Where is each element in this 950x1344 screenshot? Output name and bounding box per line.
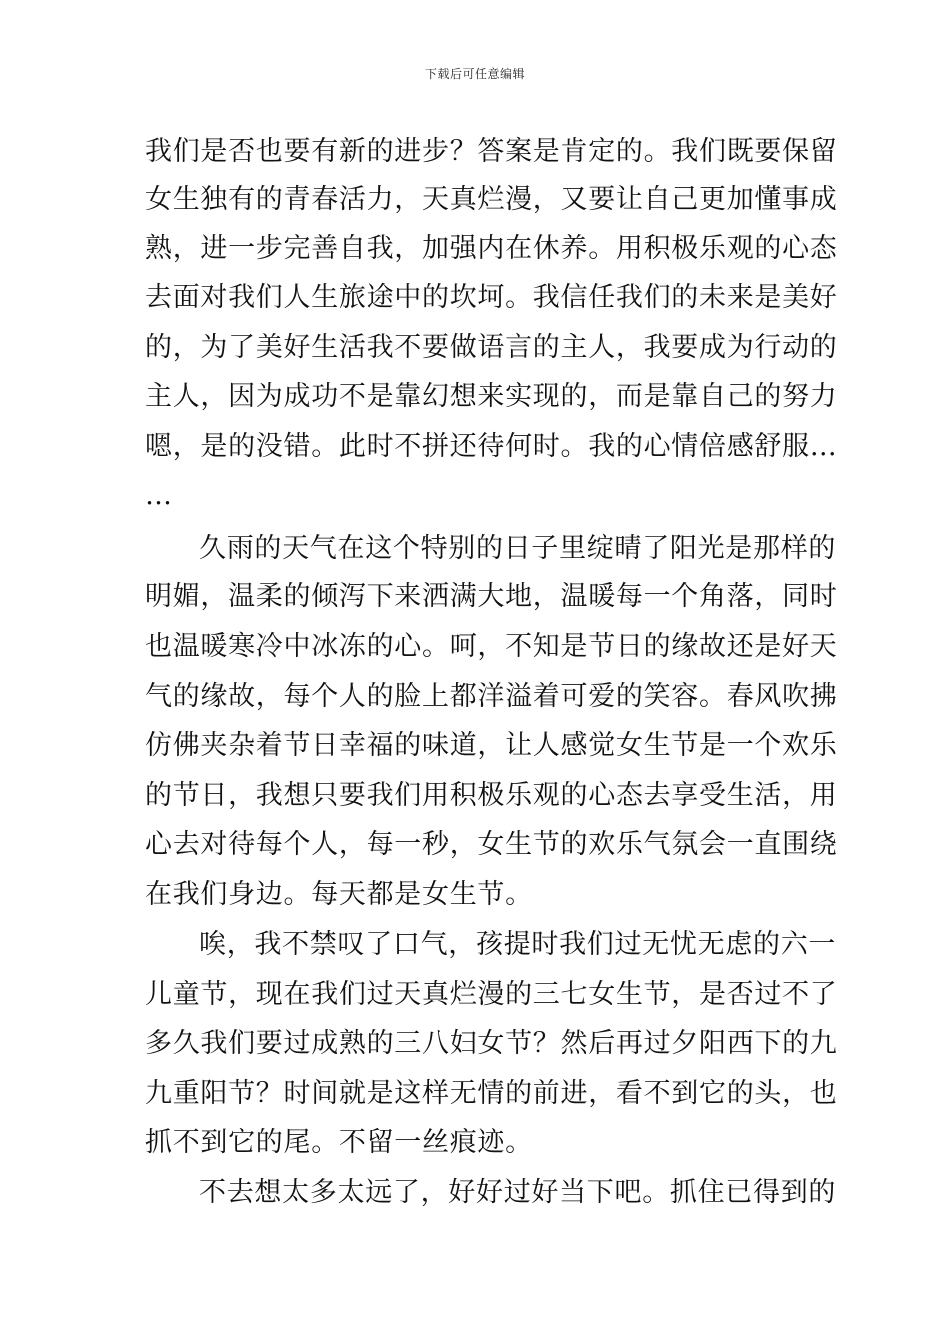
text-line: 我们是否也要有新的进步？答案是肯定的。我们既要保留 bbox=[145, 136, 838, 167]
text-line: 抓不到它的尾。不留一丝痕迹。 bbox=[145, 1127, 533, 1158]
text-line: 心去对待每个人，每一秒，女生节的欢乐气氛会一直围绕 bbox=[145, 829, 838, 860]
text-line: 唉，我不禁叹了口气，孩提时我们过无忧无虑的六一 bbox=[199, 929, 837, 960]
text-line: 嗯，是的没错。此时不拼还待何时。我的心情倍感舒服… bbox=[145, 431, 838, 462]
text-line: 不去想太多太远了，好好过好当下吧。抓住已得到的 bbox=[199, 1177, 837, 1208]
page-header: 下载后可任意编辑 bbox=[424, 67, 525, 81]
text-line: 明媚，温柔的倾泻下来洒满大地，温暖每一个角落，同时 bbox=[145, 581, 838, 612]
text-line: 多久我们要过成熟的三八妇女节？然后再过夕阳西下的九 bbox=[145, 1028, 838, 1059]
text-line: 主人，因为成功不是靠幻想来实现的，而是靠自己的努力 bbox=[145, 381, 838, 412]
text-line: 在我们身边。每天都是女生节。 bbox=[145, 879, 533, 910]
text-line: 气的缘故，每个人的脸上都洋溢着可爱的笑容。春风吹拂 bbox=[145, 681, 838, 712]
text-line: 熟，进一步完善自我，加强内在休养。用积极乐观的心态 bbox=[145, 233, 838, 264]
text-line: 儿童节，现在我们过天真烂漫的三七女生节，是否过不了 bbox=[145, 979, 838, 1010]
text-line: 的，为了美好生活我不要做语言的主人，我要成为行动的 bbox=[145, 332, 838, 363]
text-line: 去面对我们人生旅途中的坎坷。我信任我们的未来是美好 bbox=[145, 282, 838, 313]
text-line: 也温暖寒冷中冰冻的心。呵，不知是节日的缘故还是好天 bbox=[145, 631, 838, 662]
text-line: 的节日，我想只要我们用积极乐观的心态去享受生活，用 bbox=[145, 780, 838, 811]
text-line: 仿佛夹杂着节日幸福的味道，让人感觉女生节是一个欢乐 bbox=[145, 730, 838, 761]
text-line: 久雨的天气在这个特别的日子里绽晴了阳光是那样的 bbox=[199, 533, 837, 564]
text-line: 女生独有的青春活力，天真烂漫，又要让自己更加懂事成 bbox=[145, 184, 838, 215]
text-line: … bbox=[145, 480, 173, 511]
text-line: 九重阳节？时间就是这样无情的前进，看不到它的头，也 bbox=[145, 1078, 838, 1109]
